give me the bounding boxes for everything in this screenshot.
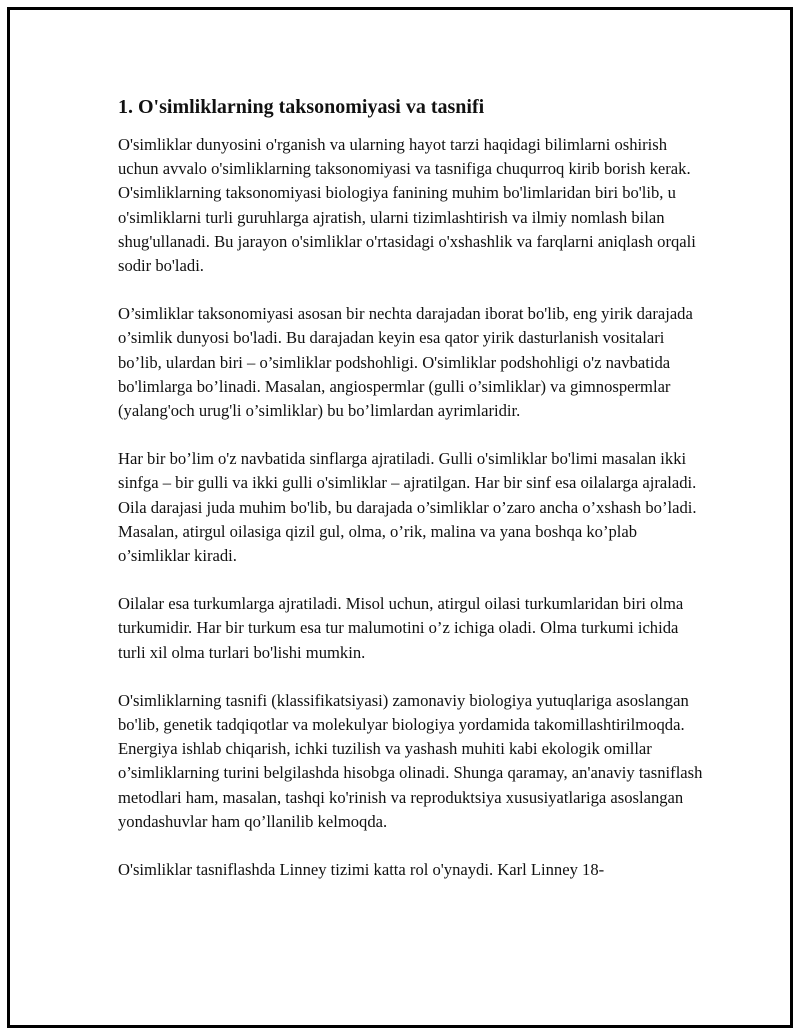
paragraph-3: Har bir bo’lim o'z navbatida sinflarga ajratiladi. Gulli o'simliklar bo'limi masalan ikki sinfga – bir gulli va ikki gulli o'simliklar – ajratilgan. Har bir sinf esa oilalarga ajraladi. Oila darajasi juda muhim bo'lib, bu darajada o’simliklar o’zaro ancha o’xshash bo’ladi. Masalan, atirgul oilasiga qizil gul, olma, o’rik, malina va yana boshqa ko’plab o’simliklar kiradi. (118, 449, 697, 566)
section-heading: 1. O'simliklarning taksonomiyasi va tasnifi (118, 96, 485, 118)
paragraph-6: O'simliklar tasniflashda Linney tizimi katta rol o'ynaydi. Karl Linney 18- (118, 860, 605, 880)
paragraph-5: O'simliklarning tasnifi (klassifikatsiyasi) zamonaviy biologiya yutuqlariga asoslangan bo'lib, genetik tadqiqotlar va molekulyar biologiya yordamida takomillashtirilmoqda. Energiya ishlab chiqarish, ichki tuzilish va yashash muhiti kabi ekologik omillar o’simliklarning turini belgilashda hisobga olinadi. Shunga qaramay, an'anaviy tasniflash metodlari ham, masalan, tashqi ko'rinish va reproduktsiya xususiyatlariga asoslangan yondashuvlar ham qo’llanilib kelmoqda. (118, 690, 703, 831)
paragraph-1: O'simliklar dunyosini o'rganish va ularning hayot tarzi haqidagi bilimlarni oshirish uchun avvalo o'simliklarning taksonomiyasi va tasnifiga chuqurroq kirib borish kerak. O'simliklarning taksonomiyasi biologiya fanining muhim bo'limlaridan biri bo'lib, u o'simliklarni turli guruhlarga ajratish, ularni tizimlashtirish va ilmiy nomlash bilan shug'ullanadi. Bu jarayon o'simliklar o'rtasidagi o'xshashlik va farqlarni aniqlash orqali sodir bo'ladi. (118, 135, 696, 276)
document-body (118, 93, 708, 906)
paragraph-4: Oilalar esa turkumlarga ajratiladi. Misol uchun, atirgul oilasi turkumlaridan biri olma turkumidir. Har bir turkum esa tur malumotini o’z ichiga oladi. Olma turkumi ichida turli xil olma turlari bo'lishi mumkin. (118, 594, 684, 662)
paragraph-2: O’simliklar taksonomiyasi asosan bir nechta darajadan iborat bo'lib, eng yirik darajada o’simlik dunyosi bo'ladi. Bu darajadan keyin esa qator yirik dasturlanish vositalari bo’lib, ulardan biri – o’simliklar podshohligi. O'simliklar podshohligi o'z navbatida bo'limlarga bo’linadi. Masalan, angiospermlar (gulli o’simliklar) va gimnospermlar (yalang'och urug'li o’simliklar) bu bo’limlardan ayrimlaridir. (118, 304, 693, 421)
